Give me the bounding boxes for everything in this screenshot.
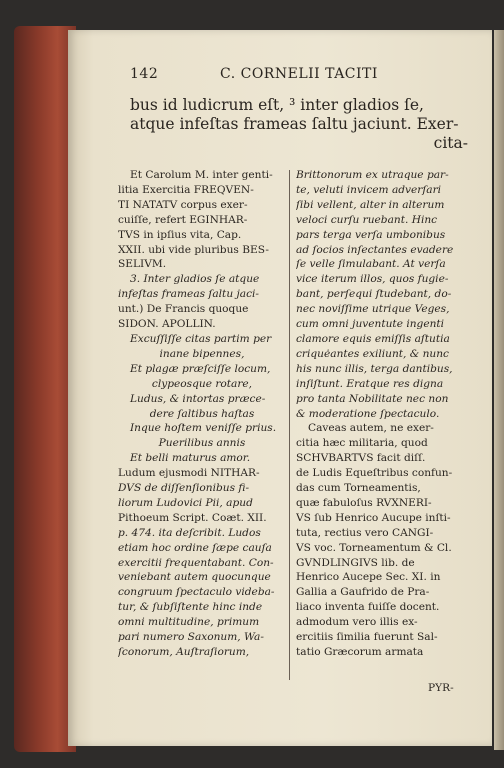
note-line: 3. Inter gladios ſe atque	[130, 273, 260, 286]
right-notes-column	[296, 168, 456, 660]
note-line: pari numero Saxonum, Wa-	[118, 631, 264, 644]
lead-text	[130, 96, 468, 153]
note-line: VS voc. Torneamentum & Cl.	[296, 541, 452, 554]
note-line: SELIVM.	[118, 258, 167, 271]
note-line: his nunc illis, terga dantibus,	[296, 362, 453, 375]
note-line: tur, & ſubſiſtente hinc inde	[118, 601, 263, 614]
note-line: liorum Ludovici Pii, apud	[118, 496, 253, 509]
note-line: Ludum ejusmodi NITHAR-	[118, 467, 260, 480]
note-line: criquėantes exiliunt, & nunc	[296, 347, 449, 360]
facing-page-edge	[494, 30, 504, 750]
note-line: DVS de diſſenſionibus fi-	[118, 482, 250, 495]
note-line: & moderatione ſpectaculo.	[296, 407, 440, 420]
note-line: tuta, rectius vero CANGI-	[296, 526, 434, 539]
book-page-edges	[14, 26, 76, 752]
note-line: p. 474. ita deſcribit. Ludos	[118, 526, 261, 539]
note-line: Gallia a Gaufrido de Pra-	[296, 586, 430, 599]
note-line: Pithoeum Script. Coæt. XII.	[118, 511, 267, 524]
verse-line: inane bipennes,	[159, 347, 245, 360]
page-number: 142	[130, 66, 159, 82]
verse-line: Inque hoſtem veniſſe prius.	[130, 422, 277, 435]
note-line: vice iterum illos, quos fugie-	[296, 273, 449, 286]
note-line: infeſtas frameas ſaltu jaci-	[118, 288, 260, 301]
verse-line: Puerilibus annis	[158, 437, 246, 450]
note-line: admodum vero illis ex-	[296, 616, 418, 629]
note-line: Et Carolum M. inter genti-	[130, 169, 273, 181]
note-line: SCHVBARTVS facit diſſ.	[296, 452, 426, 465]
note-line: ſconorum, Auſtraſiorum,	[118, 646, 250, 658]
note-line: Brittonorum ex utraque par-	[296, 169, 449, 181]
note-line: liaco inventa fuiſſe docent.	[296, 601, 440, 614]
verse-line: dere ſaltibus haſtas	[149, 407, 255, 420]
note-line: citia hæc militaria, quod	[296, 437, 428, 450]
note-line: VS ſub Henrico Aucupe inſti-	[296, 511, 451, 524]
note-line: cum omni juventute ingenti	[296, 318, 445, 331]
note-line: nec noviſſime utrique Veges,	[296, 303, 450, 316]
catchword: PYR-	[428, 682, 454, 694]
note-line: ſibi vellent, alter in alterum	[296, 198, 445, 211]
column-divider	[289, 170, 290, 680]
note-line: SIDON. APOLLIN.	[118, 318, 216, 331]
note-line: te, veluti invicem adverſari	[296, 183, 442, 196]
book-page	[68, 30, 492, 746]
lead-line: bus id ludicrum eſt, ³ inter gladios ſe,	[130, 96, 424, 114]
note-line: quæ fabuloſus RVXNERI-	[296, 496, 432, 509]
note-line: TI NATATV corpus exer-	[118, 198, 248, 211]
running-title: C. CORNELII TACITI	[220, 66, 378, 82]
note-line: exercitii frequentabant. Con-	[118, 556, 274, 569]
left-notes-column	[118, 168, 286, 660]
note-line: TVS in ipſius vita, Cap.	[118, 228, 242, 241]
note-line: das cum Torneamentis,	[296, 482, 421, 495]
note-line: cuiſſe, refert EGINHAR-	[118, 213, 248, 226]
note-line: unt.) De Francis quoque	[118, 303, 249, 316]
note-line: ad ſocios inſectantes evadere	[296, 243, 454, 256]
note-line: XXII. ubi vide pluribus BES-	[118, 243, 269, 256]
note-line: ſe velle ſimulabant. At verſa	[296, 258, 446, 271]
lead-line: atque infeſtas frameas ſaltu jaciunt. Exer-	[130, 115, 459, 133]
verse-line: clypeosque rotare,	[151, 377, 253, 390]
note-line: GVNDLINGIVS lib. de	[296, 556, 415, 569]
note-line: ercitiis ſimilia fuerunt Sal-	[296, 631, 438, 644]
note-line: Caveas autem, ne exer-	[308, 422, 434, 435]
note-line: bant, perſequi ſtudebant, do-	[296, 288, 452, 301]
note-line: pars terga verſa umbonibus	[296, 228, 446, 241]
note-line: veniebant autem quocunque	[118, 571, 271, 584]
note-line: veloci curſu ruebant. Hinc	[296, 213, 438, 226]
note-line: litia Exercitia FREQVEN-	[118, 183, 254, 196]
note-line: etiam hoc ordine ſæpe cauſa	[118, 541, 272, 554]
verse-line: Ludus, & intortas præce-	[130, 392, 266, 405]
note-line: congruum ſpectaculo videba-	[118, 586, 275, 599]
note-line: tatio Græcorum armata	[296, 646, 424, 658]
note-line: de Ludis Equeſtribus confun-	[296, 467, 453, 480]
note-line: Henrico Aucepe Sec. XI. in	[296, 571, 441, 584]
lead-line: cita-	[433, 134, 468, 152]
verse-line: Excuſſiſſe citas partim per	[130, 332, 272, 345]
verse-line: Et plagæ præſciſſe locum,	[130, 362, 271, 375]
note-line: omni multitudine, primum	[118, 616, 260, 629]
note-line: clamore equis emiſſis aſtutia	[296, 332, 450, 345]
note-line: inſiſtunt. Eratque res digna	[296, 377, 444, 390]
verse-line: Et belli maturus amor.	[130, 452, 251, 465]
note-line: pro tanta Nobilitate nec non	[296, 392, 449, 405]
